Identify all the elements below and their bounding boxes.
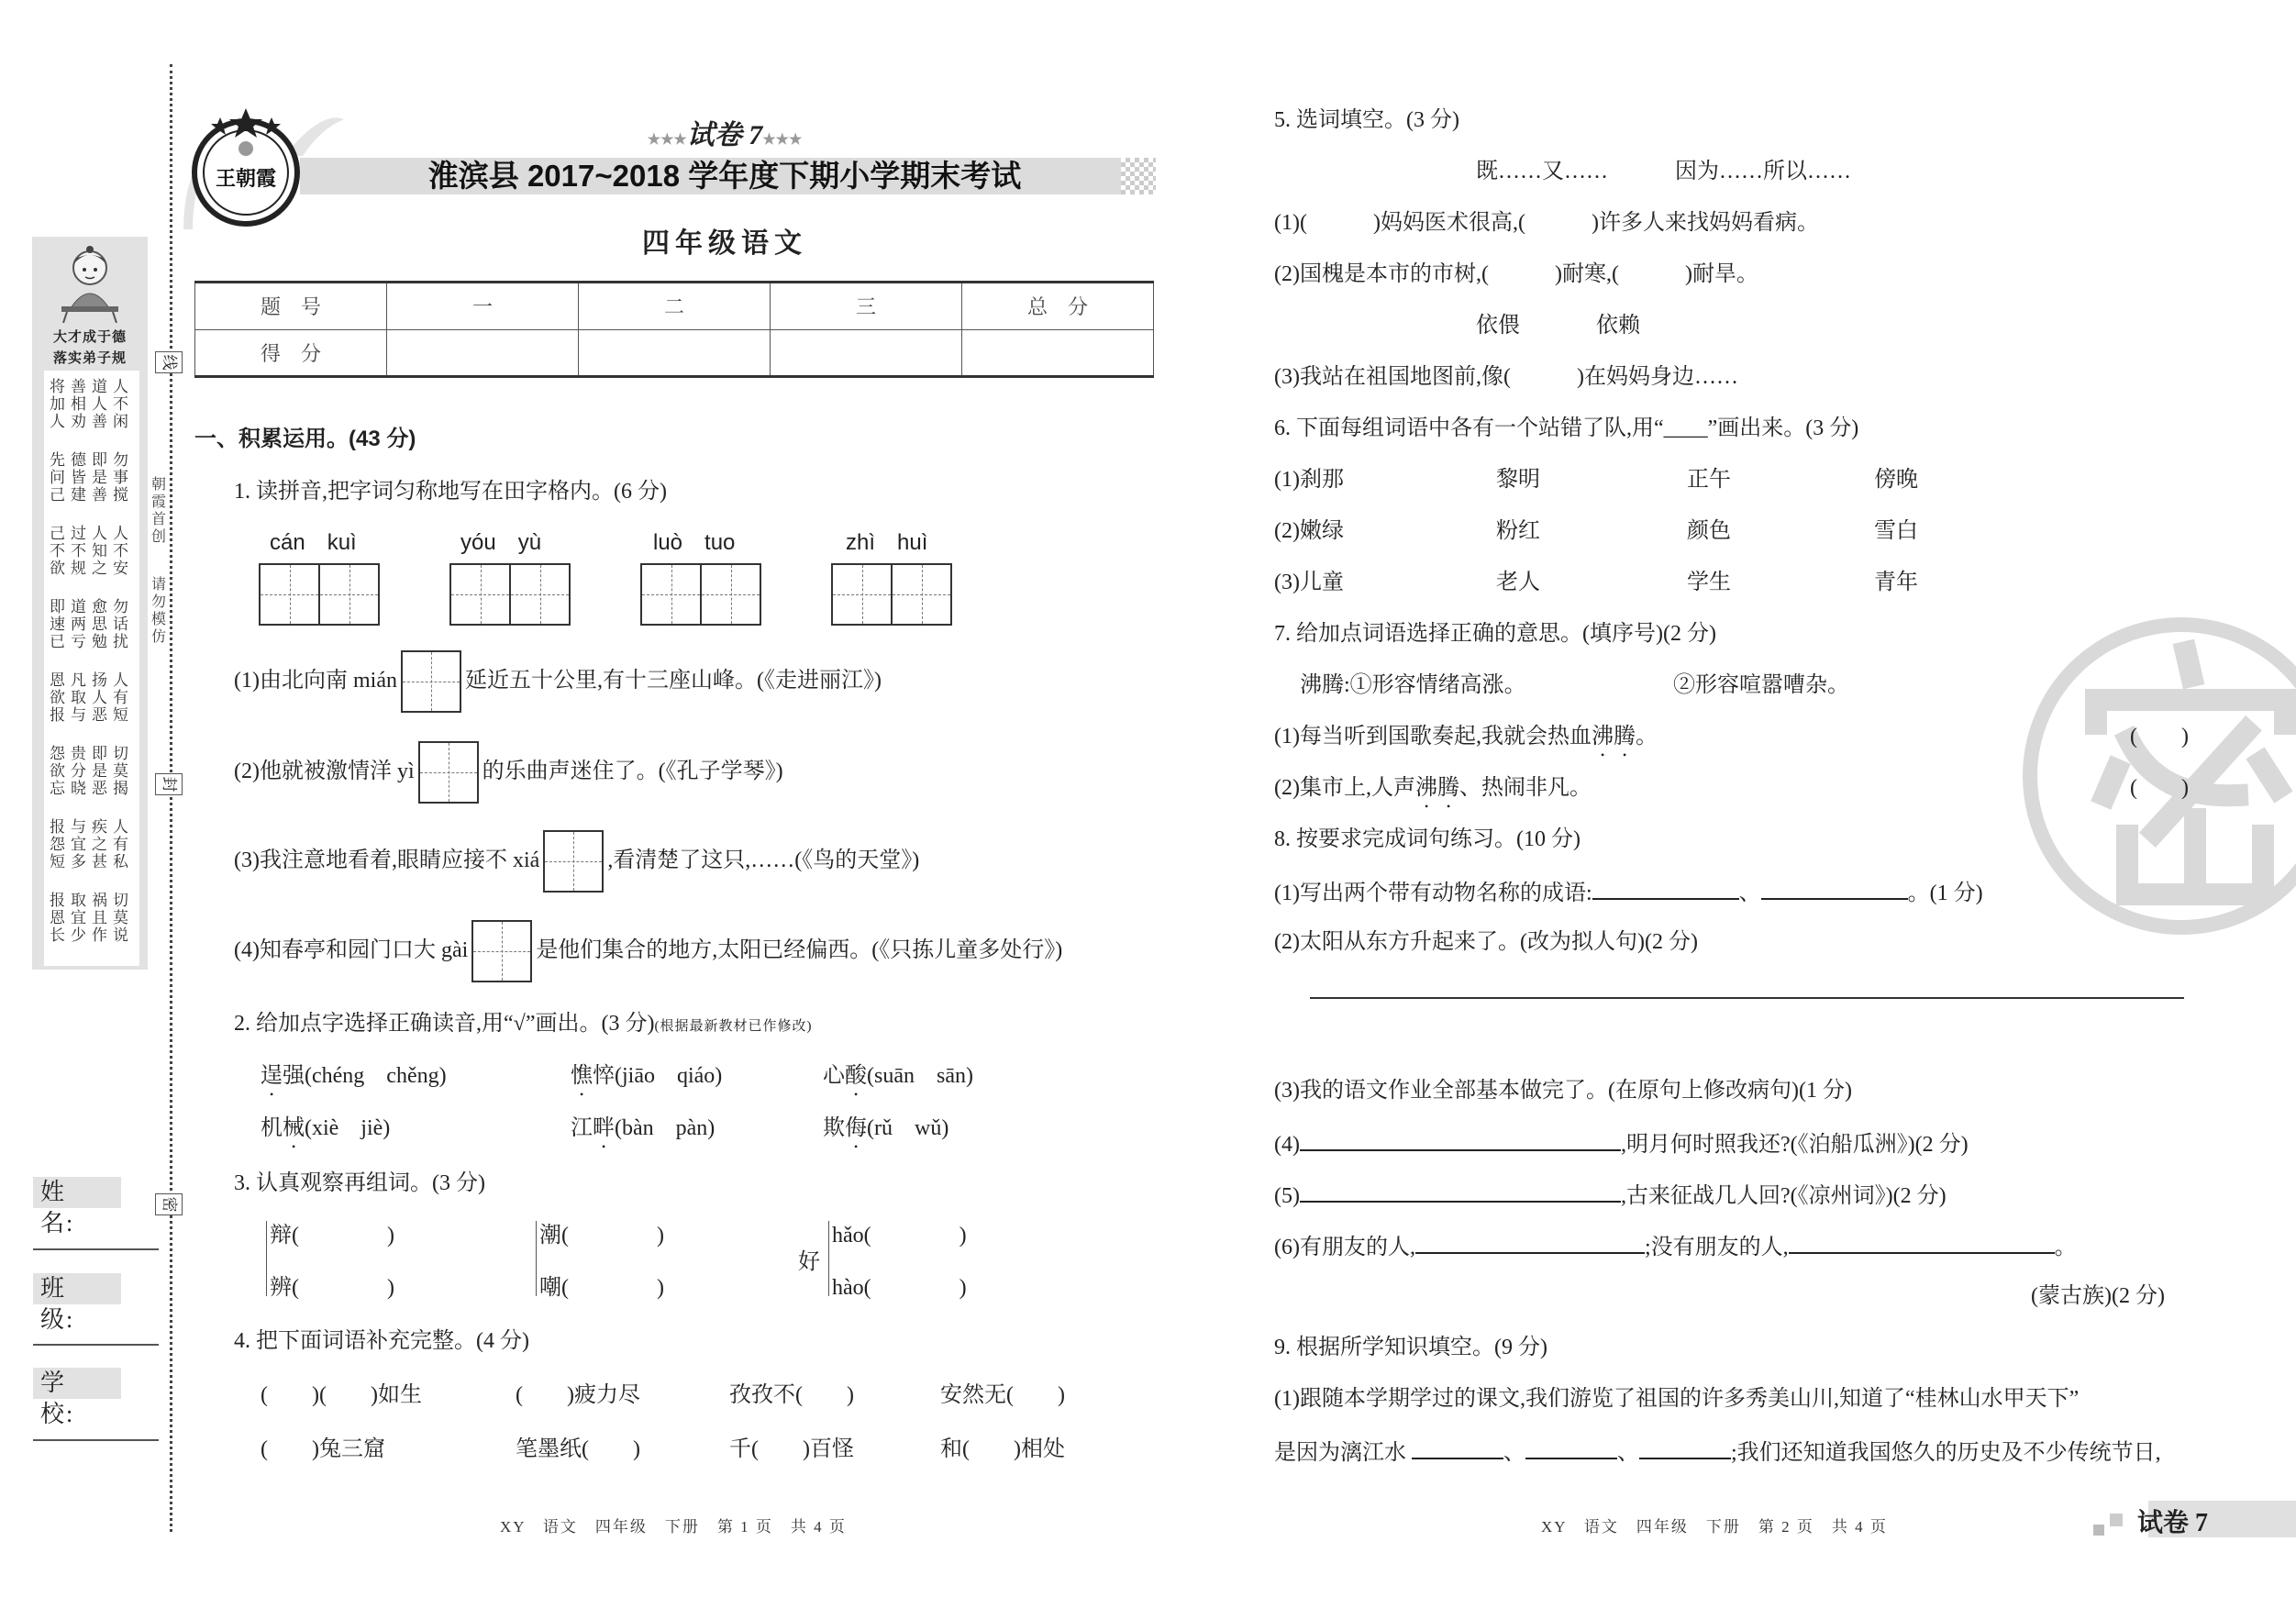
stars-icon: ★★★: [647, 132, 687, 148]
q5-choice: 依赖: [1596, 314, 1640, 338]
text: (6)有朋友的人,: [1274, 1236, 1415, 1259]
answer-blank[interactable]: [1761, 878, 1908, 900]
fold-dotted-line: [170, 64, 172, 1532]
text: 、: [1738, 882, 1761, 905]
paper-series-label: 试卷 7: [686, 120, 763, 150]
answer-blank[interactable]: [1789, 1232, 2055, 1254]
text: ;我们还知道我国悠久的历史及不少传统节日,: [1731, 1441, 2161, 1465]
score-cell[interactable]: [962, 329, 1154, 377]
rule-line: 报取祸切: [50, 892, 134, 909]
name-label: 姓 名:: [33, 1177, 121, 1208]
text: 。: [2054, 1236, 2077, 1259]
q5-sentence-1: (1)( )妈妈医术很高,( )许多人来找妈妈看病。: [1274, 211, 1819, 235]
rules-box: [44, 371, 139, 966]
text: 、: [1503, 1441, 1525, 1465]
q5-title: 5. 选词填空。(3 分): [1274, 108, 1459, 132]
rule-group: [44, 671, 139, 724]
text: 。(1 分): [1907, 882, 1983, 905]
writing-box[interactable]: [543, 830, 604, 893]
text: 心: [823, 1064, 845, 1088]
sidebar-panel: [32, 237, 148, 970]
badge-square-decoration: [2093, 1525, 2104, 1536]
pinyin-options[interactable]: (jiāo qiáo): [615, 1064, 723, 1088]
text: (1)写出两个带有动物名称的成语:: [1274, 882, 1592, 905]
q5-choice: 依偎: [1476, 314, 1520, 338]
class-input-line[interactable]: [33, 1344, 159, 1346]
rule-group: [44, 892, 139, 944]
q6-title: 6. 下面每组词语中各有一个站错了队,用“____”画出来。(3 分): [1274, 416, 1859, 440]
q3-item: 辨( ): [270, 1276, 394, 1300]
vertical-note-2: 请勿模仿: [150, 577, 166, 645]
rule-line: 欲取人有: [50, 689, 134, 706]
q7-title: 7. 给加点词语选择正确的意思。(填序号)(2 分): [1274, 622, 1716, 646]
class-label: 班 级:: [33, 1273, 121, 1304]
paper-badge: [2093, 1501, 2296, 1537]
text: 江: [571, 1116, 593, 1140]
rule-line: 长少作说: [50, 926, 134, 944]
score-header: 一: [387, 283, 579, 330]
q1-pinyin-3: luò tuo: [653, 530, 736, 555]
q8-item-1: [1274, 878, 1983, 906]
q8-item-4: [1274, 1129, 1969, 1158]
rule-line: 己建善搅: [50, 486, 134, 504]
student-cartoon-icon: [58, 242, 122, 323]
rule-line: 怨贵即切: [50, 745, 134, 762]
score-cell[interactable]: [579, 329, 771, 377]
q5-sentence-2: (2)国槐是本市的市树,( )耐寒,( )耐旱。: [1274, 262, 1758, 286]
rule-line: 先德即勿: [50, 451, 134, 469]
q8-item-3: (3)我的语文作业全部基本做完了。(在原句上修改病句)(1 分): [1274, 1079, 1852, 1103]
q6-word: (2)嫩绿: [1274, 519, 1344, 543]
q1-sentence-4: [234, 919, 1062, 981]
rule-group: [44, 598, 139, 650]
q4-item: 和( )相处: [940, 1437, 1065, 1461]
score-row-label: 得 分: [195, 329, 387, 377]
q8-item-2: (2)太阳从东方升起来了。(改为拟人句)(2 分): [1274, 930, 1698, 954]
rule-line: 恩凡扬人: [50, 671, 134, 689]
rule-group: [44, 818, 139, 871]
answer-blank[interactable]: [1525, 1437, 1617, 1459]
rule-group: [44, 525, 139, 577]
text: 悴: [593, 1064, 615, 1088]
rule-line: 报与疾人: [50, 818, 134, 836]
q7-sentence-1: [1274, 724, 1658, 761]
q3-hao-char: 好: [798, 1250, 820, 1274]
answer-blank[interactable]: [1639, 1437, 1731, 1459]
score-table-header-row: [195, 283, 1154, 330]
q8-title: 8. 按要求完成词句练习。(10 分): [1274, 827, 1581, 851]
score-cell[interactable]: [771, 329, 962, 377]
sentence-text: 的乐曲声迷住了。(《孔子学琴》): [482, 760, 783, 783]
q5-choice: 因为……所以……: [1675, 160, 1851, 183]
q9-title: 9. 根据所学知识填空。(9 分): [1274, 1336, 1547, 1359]
rule-line: 速两思话: [50, 616, 134, 633]
q8-item-5: [1274, 1181, 1947, 1209]
rule-line: 不不知不: [50, 542, 134, 560]
q6-word[interactable]: 傍晚: [1874, 468, 1918, 492]
rule-group: [44, 378, 139, 430]
answer-blank[interactable]: [1415, 1232, 1645, 1254]
q9-item-1-cont: [1274, 1437, 2161, 1466]
score-header: 总 分: [962, 283, 1154, 330]
sentence-text: 延近五十公里,有十三座山峰。(《走进丽江》): [464, 669, 882, 693]
q2-item: [571, 1115, 715, 1153]
sentence-text: ,看清楚了这只,……(《鸟的天堂》): [607, 848, 920, 872]
writing-box[interactable]: [471, 920, 532, 982]
q6-word: (1)刹那: [1274, 468, 1344, 492]
text: 强: [283, 1064, 305, 1088]
q6-word: (3)儿童: [1274, 571, 1344, 594]
writing-box[interactable]: [418, 741, 479, 804]
margin-mark-mi: 密: [155, 1193, 183, 1215]
motto-line-1: 大才成于德: [52, 330, 127, 345]
answer-blank[interactable]: [1300, 1129, 1621, 1151]
rule-line: 己过人人: [50, 525, 134, 542]
q2-title: [234, 1011, 812, 1039]
exam-subject: 四年级语文: [642, 228, 807, 259]
page-footer-2: XY 语文 四年级 下册 第 2 页 共 4 页: [1541, 1518, 1888, 1536]
q7-answer-1[interactable]: ( ): [2130, 725, 2189, 749]
dotted-char: 械: [283, 1116, 305, 1140]
score-header: 二: [579, 283, 771, 330]
school-label: 学 校:: [33, 1368, 121, 1399]
rule-line: 加相人不: [50, 395, 134, 413]
text: (1)每当听到国歌奏起,我就会热血: [1274, 725, 1592, 749]
q6-word[interactable]: 黎明: [1496, 468, 1540, 492]
q1-title: 1. 读拼音,把字词匀称地写在田字格内。(6 分): [234, 480, 667, 504]
rule-line: 已亏勉扰: [50, 633, 134, 650]
q5-sentence-3: (3)我站在祖国地图前,像( )在妈妈身边……: [1274, 365, 1738, 389]
q2-item: [261, 1115, 390, 1153]
text: (5): [1274, 1184, 1300, 1208]
q2-item: [823, 1063, 973, 1101]
margin-mark-feng: 封: [155, 773, 183, 795]
watermark-seal-glyph: [2096, 652, 2285, 894]
q1-writing-grid-1[interactable]: [259, 563, 380, 626]
sentence-text: (3)我注意地看着,眼睛应接不 xiá: [234, 848, 540, 872]
stars-icon: ★★★: [762, 132, 803, 148]
q3-item: 嘲( ): [539, 1276, 664, 1300]
section-1-heading: 一、积累运用。(43 分): [194, 427, 416, 451]
text: (2)集市上,人声: [1274, 776, 1415, 800]
rule-line: 欲分是莫: [50, 762, 134, 780]
school-input-line[interactable]: [33, 1439, 159, 1441]
q5-choice: 既……又……: [1476, 160, 1608, 183]
answer-blank[interactable]: [1300, 1181, 1621, 1203]
pinyin-options[interactable]: (chéng chěng): [305, 1064, 447, 1088]
q4-item: 笔墨纸( ): [516, 1437, 640, 1461]
q2-item: [823, 1115, 948, 1153]
q4-item: ( )兔三窟: [261, 1437, 385, 1461]
q8-item-6: [1274, 1232, 2077, 1260]
rule-line: 欲规之安: [50, 560, 134, 577]
brace-icon: [828, 1221, 829, 1296]
dotted-word: 沸腾: [1414, 776, 1459, 800]
dotted-char: 酸: [845, 1064, 867, 1088]
page-footer-1: XY 语文 四年级 下册 第 1 页 共 4 页: [500, 1518, 847, 1536]
score-header: 题 号: [195, 283, 387, 330]
exam-title: 淮滨县 2017~2018 学年度下期小学期末考试: [427, 159, 1022, 193]
q8-item-6-source: (蒙古族)(2 分): [2031, 1284, 2165, 1308]
pinyin-options[interactable]: (rǔ wǔ): [867, 1116, 949, 1140]
text: 、: [1617, 1441, 1639, 1465]
q3-item: hǎo( ): [832, 1224, 967, 1248]
q3-item: 辩( ): [270, 1224, 394, 1248]
q1-pinyin-2: yóu yù: [460, 530, 542, 555]
dotted-char: 憔: [571, 1064, 593, 1088]
q1-pinyin-4: zhì huì: [846, 530, 928, 555]
score-header: 三: [771, 283, 962, 330]
text: ,明月何时照我还?(《泊船瓜洲》)(2 分): [1620, 1133, 1969, 1157]
rule-line: 即道愈勿: [50, 598, 134, 616]
pinyin-options[interactable]: (xiè jiè): [305, 1116, 391, 1140]
rule-line: 报与恶短: [50, 706, 134, 724]
q4-item: ( )( )如生: [261, 1383, 422, 1407]
text: 是因为漓江水: [1274, 1441, 1406, 1465]
q8-answer-line[interactable]: [1310, 997, 2184, 999]
rule-group: [44, 451, 139, 504]
sentence-text: (4)知春亭和园门口大 gài: [234, 938, 469, 962]
score-table-score-row: [195, 329, 1154, 377]
q7-sentence-2: [1274, 775, 1592, 813]
q6-word[interactable]: 颜色: [1687, 519, 1731, 543]
q4-item: 安然无( ): [940, 1383, 1065, 1407]
name-input-line[interactable]: [33, 1248, 159, 1250]
q1-writing-grid-4[interactable]: [831, 563, 952, 626]
dotted-char: 逞: [261, 1064, 283, 1088]
q2-note: (根据最新教材已作修改): [654, 1019, 813, 1034]
text: 、热闹非凡。: [1459, 776, 1592, 800]
paper-series: [587, 112, 862, 152]
badge-square-decoration: [2110, 1514, 2123, 1526]
margin-mark-xian: 线: [155, 351, 183, 373]
q1-writing-grid-2[interactable]: [449, 563, 571, 626]
q4-item: ( )疲力尽: [516, 1383, 640, 1407]
q4-item: 千( )百怪: [729, 1437, 854, 1461]
motto-line-2: 落实弟子规: [52, 351, 127, 366]
pinyin-options[interactable]: (bàn pàn): [615, 1116, 715, 1140]
badge-text: 试卷 7: [2137, 1509, 2209, 1537]
rule-line: 人劝善闲: [50, 413, 134, 430]
text: 。: [1635, 725, 1658, 749]
q7-answer-2[interactable]: ( ): [2130, 776, 2189, 800]
q2-item: [571, 1063, 722, 1101]
q1-sentence-3: [234, 829, 919, 892]
answer-blank[interactable]: [1592, 878, 1739, 900]
rule-line: 怨宜之有: [50, 836, 134, 853]
q6-word[interactable]: 雪白: [1874, 519, 1918, 543]
sentence-text: (1)由北向南 mián: [234, 669, 397, 693]
score-cell[interactable]: [387, 329, 579, 377]
brace-icon: [266, 1221, 267, 1296]
pinyin-options[interactable]: (suān sān): [867, 1064, 973, 1088]
q6-word[interactable]: 粉红: [1496, 519, 1540, 543]
rule-line: 将善道人: [50, 378, 134, 395]
dotted-char: 侮: [845, 1116, 867, 1140]
q4-item: 孜孜不( ): [729, 1383, 854, 1407]
brace-icon: [536, 1221, 537, 1296]
text: (4): [1274, 1133, 1300, 1157]
sentence-text: (2)他就被激情洋 yì: [234, 760, 415, 783]
q7-definition-1: 沸腾:①形容情绪高涨。: [1300, 673, 1526, 697]
answer-blank[interactable]: [1412, 1437, 1503, 1459]
q7-definition-2: ②形容喧嚣嘈杂。: [1673, 673, 1849, 697]
q4-title: 4. 把下面词语补充完整。(4 分): [234, 1329, 529, 1353]
rule-line: 短多甚私: [50, 853, 134, 871]
q3-title: 3. 认真观察再组词。(3 分): [234, 1171, 485, 1195]
q1-sentence-2: [234, 740, 783, 803]
text: ,古来征战几人回?(《凉州词》)(2 分): [1620, 1184, 1947, 1208]
text: 欺: [823, 1116, 845, 1140]
q6-word[interactable]: 学生: [1687, 571, 1731, 594]
q3-item: hào( ): [832, 1276, 967, 1300]
rule-group: [44, 745, 139, 797]
q6-word[interactable]: 青年: [1874, 571, 1918, 594]
score-table: [194, 281, 1154, 378]
vertical-note-1: 朝霞首创: [150, 477, 166, 545]
q1-writing-grid-3[interactable]: [640, 563, 761, 626]
q2-title-text: 2. 给加点字选择正确读音,用“√”画出。(3 分): [234, 1012, 655, 1036]
rule-line: 问皆是事: [50, 469, 134, 486]
q1-pinyin-1: cán kuì: [270, 530, 357, 555]
text: ;没有朋友的人,: [1644, 1236, 1789, 1259]
rule-line: 恩宜且莫: [50, 909, 134, 926]
q6-word[interactable]: 老人: [1496, 571, 1540, 594]
dotted-char: 畔: [593, 1116, 615, 1140]
q9-item-1: (1)跟随本学期学过的课文,我们游览了祖国的许多秀美山川,知道了“桂林山水甲天下”: [1274, 1387, 2080, 1411]
writing-box[interactable]: [401, 650, 461, 713]
q3-item: 潮( ): [539, 1224, 664, 1248]
q1-sentence-1: [234, 649, 882, 712]
dotted-word: 沸腾: [1591, 725, 1636, 749]
q2-item: [261, 1063, 447, 1101]
text: 机: [261, 1116, 283, 1140]
sentence-text: 是他们集合的地方,太阳已经偏西。(《只拣儿童多处行》): [536, 938, 1063, 962]
q6-word[interactable]: 正午: [1687, 468, 1731, 492]
rule-line: 忘晓恶揭: [50, 780, 134, 797]
logo-text: 王朝霞: [215, 167, 277, 190]
